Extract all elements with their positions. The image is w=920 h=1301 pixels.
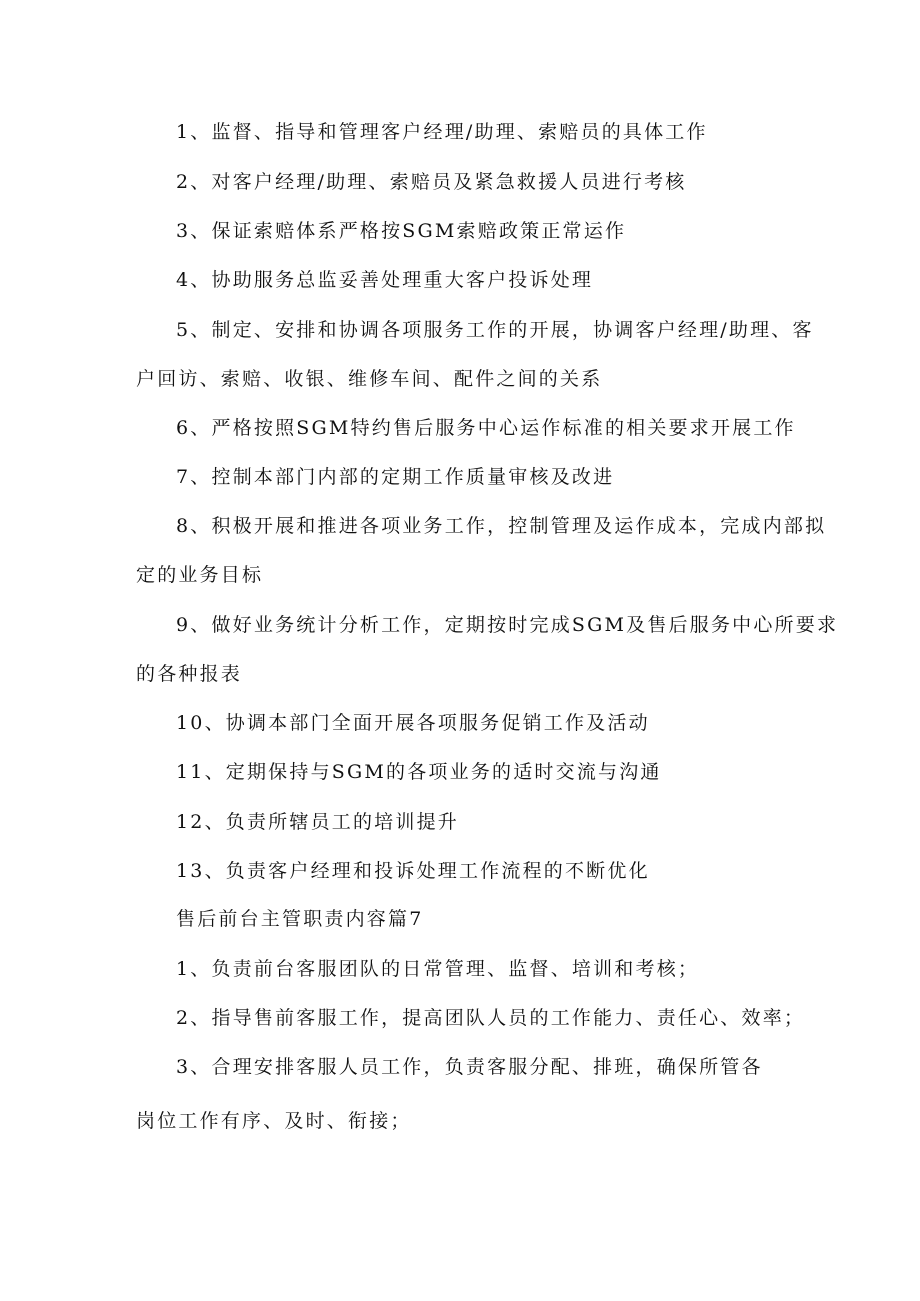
front-desk-duty-3: 3、合理安排客服人员工作，负责客服分配、排班，确保所管各 xyxy=(176,1056,763,1078)
duty-item-9-continued: 的各种报表 xyxy=(136,663,243,685)
duty-item-2: 2、对客户经理/助理、索赔员及紧急救援人员进行考核 xyxy=(176,171,687,193)
duty-item-11: 11、定期保持与SGM的各项业务的适时交流与沟通 xyxy=(176,761,662,783)
duty-item-8-continued: 定的业务目标 xyxy=(136,564,264,586)
duty-item-4: 4、协助服务总监妥善处理重大客户投诉处理 xyxy=(176,269,594,291)
section-heading: 售后前台主管职责内容篇7 xyxy=(176,908,424,930)
duty-item-5-continued: 户回访、索赔、收银、维修车间、配件之间的关系 xyxy=(136,368,603,390)
duty-item-5: 5、制定、安排和协调各项服务工作的开展，协调客户经理/助理、客 xyxy=(176,319,814,341)
front-desk-duty-3-continued: 岗位工作有序、及时、衔接； xyxy=(136,1110,412,1132)
duty-item-3: 3、保证索赔体系严格按SGM索赔政策正常运作 xyxy=(176,220,627,242)
duty-item-7: 7、控制本部门内部的定期工作质量审核及改进 xyxy=(176,466,615,488)
duty-item-9: 9、做好业务统计分析工作，定期按时完成SGM及售后服务中心所要求 xyxy=(176,614,839,636)
duty-item-12: 12、负责所辖员工的培训提升 xyxy=(176,811,459,833)
duty-item-1: 1、监督、指导和管理客户经理/助理、索赔员的具体工作 xyxy=(176,121,708,143)
duty-item-13: 13、负责客户经理和投诉处理工作流程的不断优化 xyxy=(176,860,650,882)
front-desk-duty-2: 2、指导售前客服工作，提高团队人员的工作能力、责任心、效率； xyxy=(176,1007,806,1029)
duty-item-8: 8、积极开展和推进各项业务工作，控制管理及运作成本，完成内部拟 xyxy=(176,515,827,537)
duty-item-6: 6、严格按照SGM特约售后服务中心运作标准的相关要求开展工作 xyxy=(176,417,796,439)
front-desk-duty-1: 1、负责前台客服团队的日常管理、监督、培训和考核； xyxy=(176,958,700,980)
duty-item-10: 10、协调本部门全面开展各项服务促销工作及活动 xyxy=(176,712,650,734)
